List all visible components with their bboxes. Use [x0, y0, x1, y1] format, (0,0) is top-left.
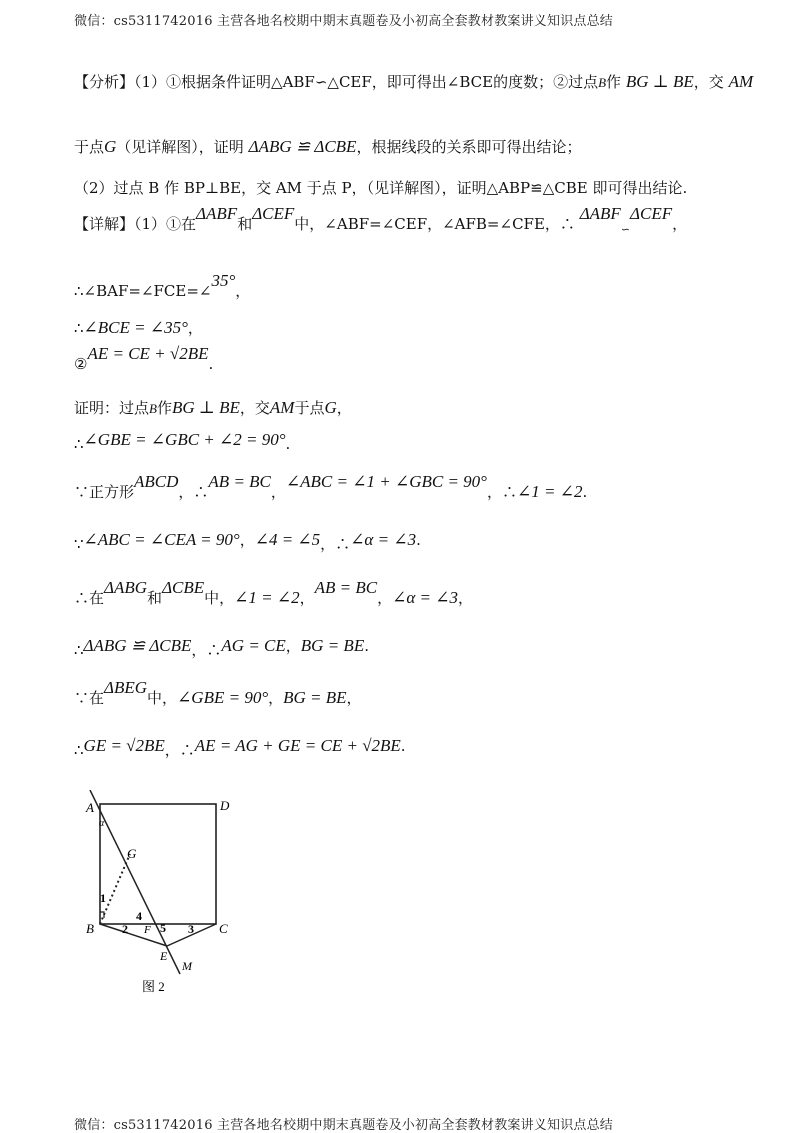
- text-segment: ，: [672, 215, 688, 233]
- math-tri-cbe: ΔCBE: [162, 578, 205, 597]
- text-segment: ，: [458, 589, 474, 607]
- math-bg-eq-be: BG = BE: [283, 688, 347, 707]
- text-segment: 和: [237, 215, 253, 233]
- text-segment: ，: [187, 319, 203, 337]
- angle-label-5: 5: [160, 921, 166, 935]
- text-segment: ，∴: [320, 535, 351, 553]
- label-f: F: [144, 924, 151, 936]
- label-a: A: [86, 800, 94, 815]
- math-ag-eq-ce: AG = CE: [221, 636, 286, 655]
- analysis-line-1: [74, 72, 753, 93]
- analysis-line-3: [74, 178, 687, 198]
- math-abc-90: ∠ABC = ∠1 + ∠GBC = 90°: [285, 472, 487, 491]
- text-segment: 和: [147, 589, 163, 607]
- angle-label-4: 4: [136, 909, 142, 923]
- math-abc-cea-90: ∠ABC = ∠CEA = 90°: [83, 530, 240, 549]
- math-angle1-eq-angle2: ∠1 = ∠2: [516, 482, 583, 501]
- text-segment: 作: [606, 73, 622, 91]
- angle-label-2: 2: [122, 922, 128, 936]
- text-segment: .: [582, 483, 588, 501]
- text-segment: ，: [377, 589, 393, 607]
- math-congruence: ΔABG ≌ ΔCBE: [248, 137, 357, 156]
- label-e: E: [160, 949, 168, 963]
- text-segment: 证明：过点: [74, 399, 150, 417]
- math-angle4-eq-angle5: ∠4 = ∠5: [254, 530, 321, 549]
- analysis-text: 【分析】（1）①根据条件证明△ABF∽△CEF，即可得出∠BCE的度数；②过点: [74, 73, 599, 91]
- proof-line-1: [74, 398, 352, 419]
- math-35deg: 35°: [211, 271, 236, 290]
- math-tri-abf: ΔABF: [196, 204, 238, 223]
- math-tri-abf: ΔABF: [579, 204, 621, 223]
- text-segment: .: [285, 435, 291, 453]
- text-segment: 作: [156, 399, 172, 417]
- math-point-b: B: [149, 401, 157, 416]
- math-ab-eq-bc: AB = BC: [314, 578, 378, 597]
- text-segment: ∴∠BAF=∠FCE=∠: [74, 282, 212, 300]
- text-segment: ∴: [74, 641, 84, 659]
- text-segment: 【详解】（1）①在: [74, 215, 197, 233]
- math-ge-eq-root2-be: GE = √2BE: [83, 736, 165, 755]
- angle-label-1: 1: [100, 891, 106, 905]
- math-tri-cef: ΔCEF: [252, 204, 295, 223]
- math-tri-cef: ΔCEF: [630, 204, 673, 223]
- math-bce-35: ∠BCE = ∠35°: [83, 318, 188, 337]
- text-segment: ，∴: [178, 483, 209, 501]
- text-segment: ∴: [74, 435, 84, 453]
- text-segment: （2）过点 B 作 BP⊥BE，交 AM 于点 P，（见详解图），证明△ABP≌△CBE 即可得出结论.: [74, 179, 688, 197]
- text-segment: .: [400, 737, 406, 755]
- analysis-line-2: [74, 137, 581, 157]
- proof-line-4: [74, 530, 421, 553]
- label-m: M: [182, 959, 192, 973]
- text-segment: 中，: [204, 589, 235, 607]
- text-segment: ，: [299, 589, 315, 607]
- text-segment: ∴在: [74, 589, 105, 607]
- text-segment: ，交: [693, 73, 724, 91]
- detail-line-4: [74, 344, 214, 374]
- text-segment: ，: [268, 689, 284, 707]
- text-segment: 中，: [147, 689, 178, 707]
- proof-line-7: [74, 678, 362, 708]
- math-ae-final: AE = AG + GE = CE + √2BE: [194, 736, 401, 755]
- text-segment: ，∴: [191, 641, 222, 659]
- proof-line-6: [74, 636, 369, 659]
- text-segment: ，∴: [486, 483, 517, 501]
- page-footer: 微信：cs5311742016 主营各地名校期中期末真题卷及小初高全套教材教案讲义知识点总结: [74, 1118, 613, 1133]
- math-bg-eq-be: BG = BE: [300, 636, 365, 655]
- detail-line-1: [74, 204, 688, 236]
- text-segment: ，: [346, 689, 362, 707]
- math-g: G: [104, 137, 117, 156]
- math-am: AM: [269, 398, 295, 417]
- text-segment: （见详解图），证明: [116, 138, 244, 156]
- figure-caption: 图 2: [142, 979, 165, 994]
- text-segment: ，: [235, 282, 251, 300]
- math-g: G: [324, 398, 337, 417]
- text-segment: ，∴: [164, 741, 195, 759]
- detail-line-3: [74, 318, 203, 338]
- label-g: G: [127, 846, 137, 861]
- detail-line-2: [74, 271, 251, 301]
- math-alpha-eq-angle3: ∠α = ∠3: [392, 588, 459, 607]
- text-segment: ∵在: [74, 689, 105, 707]
- label-alpha: α: [99, 818, 105, 829]
- text-segment: .: [364, 637, 369, 655]
- text-segment: 于点: [74, 138, 105, 156]
- math-am: AM: [728, 72, 754, 91]
- text-segment: 于点: [294, 399, 325, 417]
- math-similar: ∽: [620, 223, 631, 236]
- math-angle1-eq-angle2: ∠1 = ∠2: [234, 588, 300, 607]
- math-tri-abg: ΔABG: [104, 578, 148, 597]
- square-abcd: [100, 804, 216, 924]
- label-d: D: [220, 798, 230, 813]
- math-tri-beg: ΔBEG: [104, 678, 148, 697]
- geometry-figure: [78, 790, 238, 1000]
- text-segment: ∴: [74, 319, 84, 337]
- text-segment: .: [208, 355, 214, 373]
- text-segment: ，: [285, 637, 301, 655]
- text-segment: ②: [74, 355, 88, 373]
- angle-label-3: 3: [188, 922, 194, 936]
- proof-line-3: [74, 472, 588, 502]
- proof-line-2: [74, 430, 291, 453]
- label-c: C: [219, 921, 228, 936]
- text-segment: 中，∠ABF=∠CEF，∠AFB=∠CFE，∴: [294, 215, 575, 233]
- text-segment: ，根据线段的关系即可得出结论；: [356, 138, 582, 156]
- text-segment: ∴: [74, 741, 84, 759]
- math-bg-perp-be: BG ⊥ BE: [625, 72, 694, 91]
- math-point-b: B: [598, 75, 607, 90]
- math-ae-formula: AE = CE + √2BE: [87, 344, 209, 363]
- math-abg-cong-cbe: ΔABG ≌ ΔCBE: [83, 636, 192, 655]
- page-header: 微信：cs5311742016 主营各地名校期中期末真题卷及小初高全套教材教案讲义知识点总结: [74, 14, 613, 29]
- text-segment: ∵: [74, 535, 84, 553]
- text-segment: ∵正方形: [74, 483, 135, 501]
- text-segment: .: [416, 531, 421, 549]
- text-segment: ，: [270, 483, 286, 501]
- text-segment: ，: [239, 531, 255, 549]
- math-alpha-eq-angle3: ∠α = ∠3: [350, 530, 417, 549]
- label-b: B: [86, 921, 94, 936]
- math-ab-eq-bc: AB = BC: [208, 472, 271, 491]
- proof-line-8: [74, 736, 406, 759]
- proof-line-5: [74, 578, 474, 608]
- text-segment: ，: [336, 399, 352, 417]
- text-segment: ，交: [239, 399, 270, 417]
- math-bg-perp-be: BG ⊥ BE: [171, 398, 240, 417]
- math-abcd: ABCD: [134, 472, 179, 491]
- math-gbe-90: ∠GBE = ∠GBC + ∠2 = 90°: [83, 430, 286, 449]
- math-gbe-eq-90: ∠GBE = 90°: [177, 688, 269, 707]
